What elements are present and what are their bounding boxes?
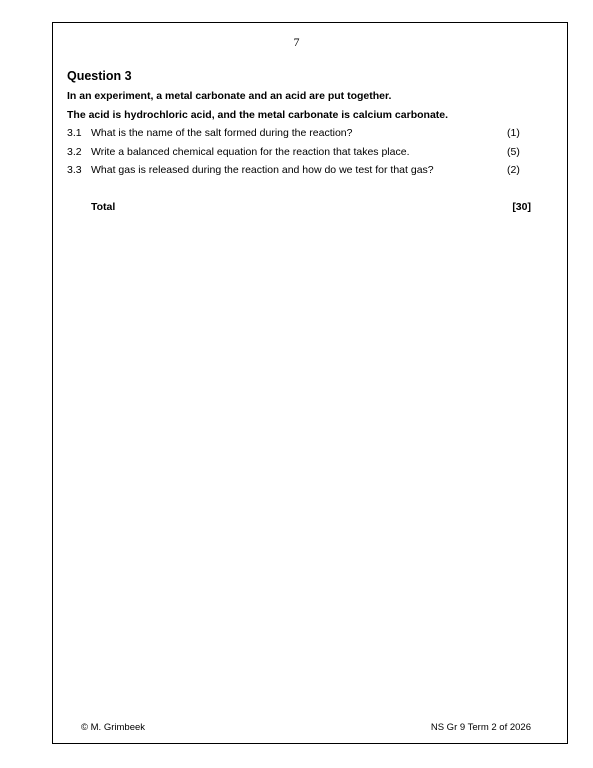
sub-question-text: Write a balanced chemical equation for the reaction that takes place. bbox=[91, 146, 410, 158]
sub-question-marks: (5) bbox=[507, 146, 520, 158]
question-intro-line: In an experiment, a metal carbonate and an acid are put together. bbox=[67, 90, 392, 102]
sub-question-marks: (2) bbox=[507, 164, 520, 176]
sub-question-number: 3.2 bbox=[67, 146, 82, 158]
sub-question-number: 3.3 bbox=[67, 164, 82, 176]
sub-question-marks: (1) bbox=[507, 127, 520, 139]
total-marks: [30] bbox=[512, 201, 531, 213]
sub-question bbox=[67, 127, 527, 141]
sub-question-text: What is the name of the salt formed during the reaction? bbox=[91, 127, 353, 139]
sub-question-number: 3.1 bbox=[67, 127, 82, 139]
sub-question bbox=[67, 146, 527, 160]
footer-course-info: NS Gr 9 Term 2 of 2026 bbox=[430, 722, 531, 733]
sub-question-text: What gas is released during the reaction and how do we test for that gas? bbox=[91, 164, 434, 176]
sub-question bbox=[67, 164, 527, 178]
question-title: Question 3 bbox=[67, 69, 132, 83]
page-number: 7 bbox=[293, 35, 300, 49]
total-label: Total bbox=[91, 201, 116, 213]
question-intro-line: The acid is hydrochloric acid, and the metal carbonate is calcium carbonate. bbox=[67, 109, 449, 121]
footer-copyright: © M. Grimbeek bbox=[81, 722, 146, 733]
